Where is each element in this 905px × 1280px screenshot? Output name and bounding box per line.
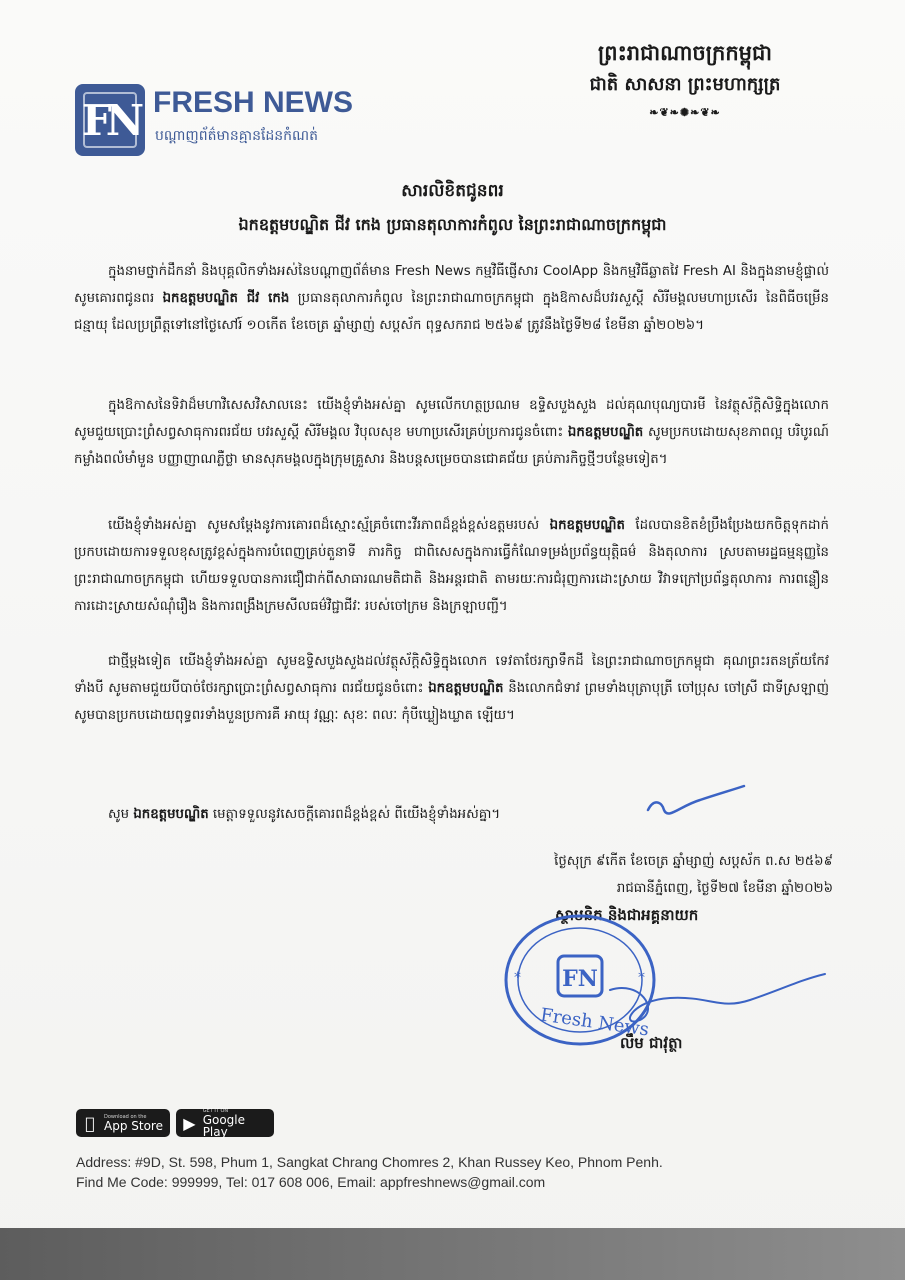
national-motto: ជាតិ សាសនា ព្រះមហាក្សត្រ xyxy=(589,74,781,95)
paragraph-2 xyxy=(74,392,829,473)
badge-small-text: GET IT ON xyxy=(202,1107,229,1114)
paragraph-4 xyxy=(74,648,829,729)
text-span: ជាថ្មីម្តងទៀត យើងខ្ញុំទាំងអស់គ្នា សូមឧទ្ទិសបួងសួងដល់វត្ថុស័ក្តិសិទ្ធិក្នុងលោក ទេវតាថែរក្សាទឹកដី នៃព្រះរាជាណាចក្រកម្ពុជា គុណព្រះរតនត្រ័យកែវទាំងបី សូមតាមជួយបីបាច់ថែរក្សាប្រោះព្រំសព្វសាធុការ ពរជ័យជូនចំពោះ xyxy=(74,654,829,696)
recipient-name: ឯកឧត្តមបណ្ឌិត ជីវ កេង xyxy=(162,291,290,306)
ornament-divider: ❧❦❧✺❧❦❧ xyxy=(649,106,721,119)
footer-bar xyxy=(0,1228,905,1280)
letter-title: សារលិខិតជូនពរ xyxy=(401,181,504,201)
paragraph-3 xyxy=(74,512,829,620)
recipient-title: ឯកឧត្តមបណ្ឌិត xyxy=(549,518,625,533)
lunar-date: ថ្ងៃសុក្រ ៩កើត ខែចេត្រ ឆ្នាំម្សាញ់ សប្តស័ក ព.ស ២៥៦៩ xyxy=(554,854,833,869)
recipient-title: ឯកឧត្តមបណ្ឌិត xyxy=(133,807,209,822)
badge-small-text: Download on the xyxy=(104,1113,147,1120)
fresh-news-logo xyxy=(75,84,375,160)
handwritten-check-mark xyxy=(640,780,750,830)
solar-date: រាជធានីភ្នំពេញ, ថ្ងៃទី២៧ ខែមីនា ឆ្នាំ២០២៦ xyxy=(616,881,833,896)
footer-contact xyxy=(76,1152,663,1192)
google-play-badge[interactable] xyxy=(176,1109,274,1137)
apple-icon xyxy=(82,1114,98,1133)
closing-line xyxy=(108,806,500,825)
date-block xyxy=(554,848,833,902)
signature-scribble xyxy=(600,970,830,1040)
text-span: ដែលបានខិតខំប្រឹងប្រែងយកចិត្តទុកដាក់ ប្រកបដោយការទទួលខុសត្រូវខ្ពស់ក្នុងការបំពេញគ្រប់តួនាទី ភារកិច្ច ជាពិសេសក្នុងការធ្វើកំណែទម្រង់ប្រព័ន្ធយុត្តិធម៌ និងតុលាការ ស្របតាមរដ្ឋធម្មនុញ្ញនៃព្រះរាជាណាចក្រកម្ពុជា ហើយទទួលបានការជឿជាក់ពីសាធារណមតិជាតិ និងអន្តរជាតិ តាមរយៈការជំរុញការដោះស្រាយ វិវាទក្រៅប្រព័ន្ធតុលាការ ការពន្លឿនការដោះស្រាយសំណុំរឿង និងការពង្រឹងក្រមសីលធម៌វិជ្ជាជីវៈ របស់ចៅក្រម និងក្រឡាបញ្ជី។ xyxy=(74,518,829,614)
contact-line: Find Me Code: 999999, Tel: 017 608 006, Email: appfreshnews@gmail.com xyxy=(76,1174,546,1190)
text-span: សូម xyxy=(108,807,134,822)
svg-text:*: * xyxy=(638,970,645,986)
signer-name: លឹម ជាវុត្ថា xyxy=(620,1034,683,1052)
recipient-title: ឯកឧត្តមបណ្ឌិត xyxy=(428,681,504,696)
svg-text:FN: FN xyxy=(562,966,598,992)
svg-text:*: * xyxy=(514,970,521,986)
text-span: មេត្តាទទួលនូវសេចក្តីគោរពដ៏ខ្ពង់ខ្ពស់ ពីយើងខ្ញុំទាំងអស់គ្នា។ xyxy=(208,807,501,822)
logo-name: FRESH NEWS xyxy=(153,86,354,119)
play-icon: ▶ xyxy=(183,1113,196,1133)
text-span: យើងខ្ញុំទាំងអស់គ្នា សូមសម្តែងនូវការគោរពដ៏ស្មោះស្ម័គ្រចំពោះវីរភាពដ៏ខ្ពង់ខ្ពស់ឧត្តមរបស់ xyxy=(108,518,550,533)
badge-big-text: Google Play xyxy=(202,1112,246,1139)
stamp-text: Fresh News xyxy=(539,1004,651,1041)
recipient-title: ឯកឧត្តមបណ្ឌិត xyxy=(567,425,644,440)
fn-logo-icon: FN xyxy=(75,84,145,156)
kingdom-name: ព្រះរាជាណាចក្រកម្ពុជា xyxy=(597,40,772,65)
logo-tagline: បណ្តាញព័ត៌មានគ្មានដែនកំណត់ xyxy=(155,128,319,144)
letter-recipient: ឯកឧត្តមបណ្ឌិត ជីវ កេង ប្រធានតុលាការកំពូល នៃព្រះរាជាណាចក្រកម្ពុជា xyxy=(238,215,667,234)
text-span: ក្នុងឱកាសនៃទិវាដ៏មហាវិសេសវិសាលនេះ យើងខ្ញុំទាំងអស់គ្នា សូមលើកហត្ថប្រណម ឧទ្ទិសបួងសួង ដល់គុណបុណ្យបារមី នៃវត្ថុស័ក្តិសិទ្ធិក្នុងលោក សូមជួយប្រោះព្រំសព្វសាធុការពរជ័យ បវរសួស្តី សិរីមង្គល វិបុលសុខ មហាប្រសើរគ្រប់ប្រការជូនចំពោះ xyxy=(74,398,829,440)
text-span: ក្នុងនាមថ្នាក់ដឹកនាំ និងបុគ្គលិកទាំងអស់នៃបណ្តាញព័ត៌មាន Fresh News កម្មវិធីផ្ញើសារ CoolApp និងកម្មវិធីឆ្លាតវៃ Fresh AI និងក្នុងនាមខ្ញុំផ្ទាល់ សូមគោរពជូនពរ xyxy=(74,264,829,306)
text-span: និងលោកជំទាវ ព្រមទាំងបុត្រាបុត្រី ចៅប្រុស ចៅស្រី ជាទីស្រឡាញ់ សូមបានប្រកបដោយពុទ្ធពរទាំងបួនប្រការគឺ អាយុ វណ្ណៈ សុខៈ ពលៈ កុំបីឃ្លៀងឃ្លាត ឡើយ។ xyxy=(74,681,829,723)
text-span: សូមប្រកបដោយសុខភាពល្អ បរិបូរណ៍ កម្លាំងពលំមាំមួន បញ្ញាញាណភ្លឺថ្លា មានសុភមង្គលក្នុងក្រុមគ្រួសារ និងបន្តសម្រេចបានជោគជ័យ គ្រប់ភារកិច្ចថ្មីៗបន្ថែមទៀត។ xyxy=(74,425,829,467)
app-store-badge[interactable] xyxy=(76,1109,170,1137)
address-line: Address: #9D, St. 598, Phum 1, Sangkat Chrang Chomres 2, Khan Russey Keo, Phnom Penh. xyxy=(76,1154,663,1170)
app-store-badges xyxy=(76,1109,274,1137)
text-span: ប្រធានតុលាការកំពូល នៃព្រះរាជាណាចក្រកម្ពុជា ក្នុងឱកាសដ៏បវរសួស្តី សិរីមង្គលមហាប្រសើរ នៃពិធីចម្រើនជន្មាយុ ដែលប្រព្រឹត្តទៅនៅថ្ងៃសៅរ៍ ១០កើត ខែចេត្រ ឆ្នាំម្សាញ់ សប្តស័ក ពុទ្ធសករាជ ២៥៦៩ ត្រូវនឹងថ្ងៃទី២៨ ខែមីនា ឆ្នាំ២០២៦។ xyxy=(74,291,829,333)
paragraph-1 xyxy=(74,258,829,339)
kingdom-motto xyxy=(560,38,810,124)
badge-big-text: App Store xyxy=(104,1118,163,1133)
signer-title: ស្ថាបនិក និងជាអគ្គនាយក xyxy=(555,906,699,924)
